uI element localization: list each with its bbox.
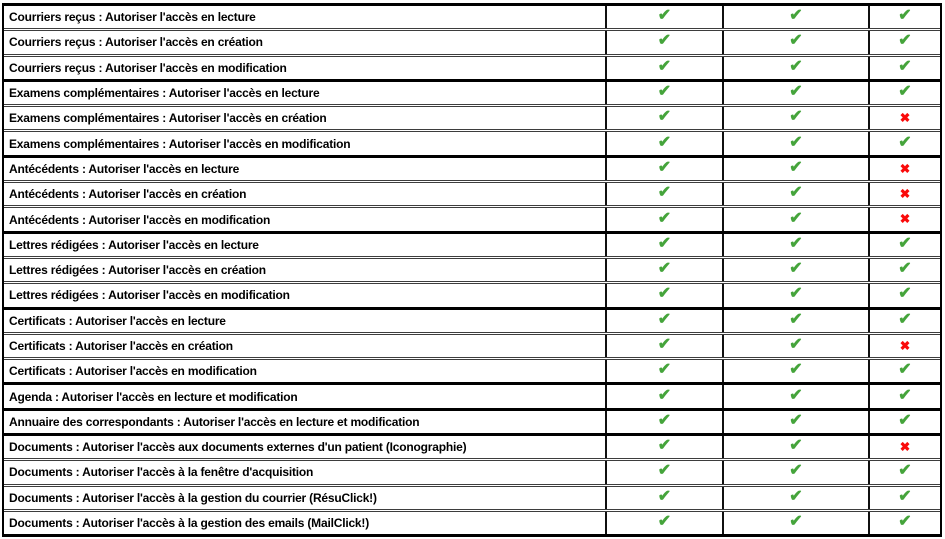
mark-cell-col2[interactable] <box>722 385 868 407</box>
mark-cell-col3[interactable] <box>868 82 940 104</box>
check-icon: ✔ <box>898 411 912 429</box>
check-icon: ✔ <box>657 361 672 379</box>
permission-group-certificats <box>4 310 940 386</box>
mark-cell-col2[interactable] <box>722 461 868 483</box>
check-icon: ✔ <box>898 57 912 75</box>
mark-cell-col2[interactable] <box>722 360 868 382</box>
mark-cell-col1[interactable] <box>605 512 722 534</box>
permission-label: Courriers reçus : Autoriser l'accès en lecture <box>9 10 256 25</box>
check-icon: ✔ <box>898 361 912 379</box>
check-icon: ✔ <box>789 158 803 176</box>
mark-cell-col1[interactable] <box>605 183 722 205</box>
check-icon: ✔ <box>657 184 672 202</box>
mark-cell-col3[interactable] <box>868 487 940 509</box>
check-icon: ✔ <box>657 487 672 505</box>
table-row <box>4 310 940 335</box>
permission-label: Lettres rédigées : Autoriser l'accès en création <box>9 263 266 278</box>
table-row <box>4 82 940 107</box>
cross-icon: ✖ <box>899 111 911 126</box>
mark-cell-col1[interactable] <box>605 385 722 407</box>
check-icon: ✔ <box>789 83 803 101</box>
mark-cell-col2[interactable] <box>722 335 868 357</box>
mark-cell-col3[interactable] <box>868 284 940 306</box>
permission-label: Documents : Autoriser l'accès à la gestion des emails (MailClick!) <box>9 516 369 531</box>
check-icon: ✔ <box>789 310 803 328</box>
table-row <box>4 208 940 230</box>
check-icon: ✔ <box>657 158 672 176</box>
cross-icon: ✖ <box>899 439 911 454</box>
mark-cell-col3[interactable] <box>868 310 940 332</box>
mark-cell-col3[interactable] <box>868 132 940 154</box>
mark-cell-col1[interactable] <box>605 208 722 230</box>
table-row <box>4 132 940 154</box>
check-icon: ✔ <box>898 32 912 50</box>
check-icon: ✔ <box>657 462 672 480</box>
check-icon: ✔ <box>789 234 803 252</box>
mark-cell-col3[interactable] <box>868 183 940 205</box>
check-icon: ✔ <box>657 285 672 303</box>
permission-label: Antécédents : Autoriser l'accès en modification <box>9 212 271 227</box>
mark-cell-col3[interactable] <box>868 259 940 281</box>
mark-cell-col2[interactable] <box>722 107 868 129</box>
table-row <box>4 512 940 534</box>
mark-cell-col2[interactable] <box>722 259 868 281</box>
permission-label: Documents : Autoriser l'accès aux documents externes d'un patient (Iconographie) <box>9 440 467 455</box>
mark-cell-col1[interactable] <box>605 436 722 458</box>
check-icon: ✔ <box>898 487 912 505</box>
check-icon: ✔ <box>657 83 672 101</box>
check-icon: ✔ <box>789 133 803 151</box>
cross-icon: ✖ <box>899 338 911 353</box>
permission-group-antecedents <box>4 158 940 234</box>
mark-cell-col1[interactable] <box>605 310 722 332</box>
check-icon: ✔ <box>789 32 803 50</box>
table-row <box>4 487 940 512</box>
check-icon: ✔ <box>898 513 912 531</box>
mark-cell-col3[interactable] <box>868 411 940 433</box>
mark-cell-col3[interactable] <box>868 234 940 256</box>
mark-cell-col3[interactable] <box>868 31 940 53</box>
mark-cell-col3[interactable] <box>868 158 940 180</box>
mark-cell-col3[interactable] <box>868 208 940 230</box>
check-icon: ✔ <box>898 234 912 252</box>
mark-cell-col2[interactable] <box>722 31 868 53</box>
check-icon: ✔ <box>789 411 803 429</box>
permission-label: Lettres rédigées : Autoriser l'accès en modification <box>9 288 290 303</box>
check-icon: ✔ <box>657 209 672 227</box>
permission-group-agenda <box>4 385 940 410</box>
mark-cell-col2[interactable] <box>722 512 868 534</box>
permission-label: Antécédents : Autoriser l'accès en création <box>9 187 247 202</box>
mark-cell-col2[interactable] <box>722 310 868 332</box>
check-icon: ✔ <box>657 386 672 404</box>
table-row <box>4 31 940 56</box>
permission-label: Courriers reçus : Autoriser l'accès en création <box>9 35 263 50</box>
mark-cell-col1[interactable] <box>605 335 722 357</box>
permissions-table <box>2 3 942 537</box>
mark-cell-col3[interactable] <box>868 512 940 534</box>
table-row <box>4 436 940 461</box>
table-row <box>4 335 940 360</box>
permission-group-examens-complementaires <box>4 82 940 158</box>
mark-cell-col3[interactable] <box>868 107 940 129</box>
mark-cell-col2[interactable] <box>722 436 868 458</box>
permission-label: Examens complémentaires : Autoriser l'accès en création <box>9 111 327 126</box>
table-row <box>4 158 940 183</box>
check-icon: ✔ <box>898 7 912 25</box>
table-row <box>4 385 940 407</box>
mark-cell-col2[interactable] <box>722 158 868 180</box>
mark-cell-col3[interactable] <box>868 335 940 357</box>
permission-group-annuaire-des-correspondants <box>4 411 940 436</box>
check-icon: ✔ <box>789 7 803 25</box>
check-icon: ✔ <box>657 260 672 278</box>
check-icon: ✔ <box>657 411 672 429</box>
permission-label: Annuaire des correspondants : Autoriser l'accès en lecture et modification <box>9 414 420 429</box>
permission-label: Courriers reçus : Autoriser l'accès en modification <box>9 60 287 75</box>
table-row <box>4 259 940 284</box>
check-icon: ✔ <box>789 487 803 505</box>
mark-cell-col2[interactable] <box>722 284 868 306</box>
check-icon: ✔ <box>789 437 803 455</box>
mark-cell-col2[interactable] <box>722 183 868 205</box>
mark-cell-col1[interactable] <box>605 31 722 53</box>
check-icon: ✔ <box>789 184 803 202</box>
cross-icon: ✖ <box>899 161 911 176</box>
permission-label: Antécédents : Autoriser l'accès en lecture <box>9 161 240 176</box>
mark-cell-col1[interactable] <box>605 461 722 483</box>
mark-cell-col3[interactable] <box>868 461 940 483</box>
permission-label: Agenda : Autoriser l'accès en lecture et modification <box>9 389 298 404</box>
mark-cell-col2[interactable] <box>722 208 868 230</box>
permission-group-documents <box>4 436 940 534</box>
check-icon: ✔ <box>898 310 912 328</box>
check-icon: ✔ <box>789 361 803 379</box>
check-icon: ✔ <box>789 285 803 303</box>
check-icon: ✔ <box>789 108 803 126</box>
table-row <box>4 57 940 79</box>
check-icon: ✔ <box>898 386 912 404</box>
check-icon: ✔ <box>657 57 672 75</box>
check-icon: ✔ <box>657 437 672 455</box>
permission-label: Documents : Autoriser l'accès à la fenêtre d'acquisition <box>9 465 314 480</box>
cross-icon: ✖ <box>899 212 911 227</box>
mark-cell-col3[interactable] <box>868 360 940 382</box>
check-icon: ✔ <box>789 260 803 278</box>
permission-label: Lettres rédigées : Autoriser l'accès en lecture <box>9 237 259 252</box>
cross-icon: ✖ <box>899 186 911 201</box>
check-icon: ✔ <box>657 32 672 50</box>
check-icon: ✔ <box>789 336 803 353</box>
mark-cell-col1[interactable] <box>605 487 722 509</box>
mark-cell-col2[interactable] <box>722 57 868 79</box>
mark-cell-col1[interactable] <box>605 411 722 433</box>
check-icon: ✔ <box>657 133 672 151</box>
check-icon: ✔ <box>657 310 672 328</box>
mark-cell-col2[interactable] <box>722 234 868 256</box>
check-icon: ✔ <box>898 133 912 151</box>
permission-group-courriers-recus <box>4 6 940 82</box>
mark-cell-col1[interactable] <box>605 234 722 256</box>
mark-cell-col1[interactable] <box>605 82 722 104</box>
check-icon: ✔ <box>789 462 803 480</box>
mark-cell-col2[interactable] <box>722 6 868 28</box>
table-row <box>4 461 940 486</box>
check-icon: ✔ <box>898 462 912 480</box>
mark-cell-col1[interactable] <box>605 360 722 382</box>
table-row <box>4 183 940 208</box>
permission-group-lettres-redigees <box>4 234 940 310</box>
table-row <box>4 284 940 306</box>
mark-cell-col1[interactable] <box>605 259 722 281</box>
check-icon: ✔ <box>789 209 803 227</box>
mark-cell-col2[interactable] <box>722 82 868 104</box>
check-icon: ✔ <box>657 234 672 252</box>
check-icon: ✔ <box>789 386 803 404</box>
check-icon: ✔ <box>789 513 803 531</box>
mark-cell-col1[interactable] <box>605 284 722 306</box>
mark-cell-col1[interactable] <box>605 158 722 180</box>
mark-cell-col3[interactable] <box>868 385 940 407</box>
permission-label: Certificats : Autoriser l'accès en modification <box>9 364 257 379</box>
mark-cell-col2[interactable] <box>722 132 868 154</box>
check-icon: ✔ <box>789 57 803 75</box>
table-row <box>4 234 940 259</box>
mark-cell-col1[interactable] <box>605 6 722 28</box>
mark-cell-col3[interactable] <box>868 6 940 28</box>
permission-label: Documents : Autoriser l'accès à la gestion du courrier (RésuClick!) <box>9 490 377 505</box>
mark-cell-col2[interactable] <box>722 487 868 509</box>
mark-cell-col3[interactable] <box>868 436 940 458</box>
mark-cell-col1[interactable] <box>605 57 722 79</box>
mark-cell-col3[interactable] <box>868 57 940 79</box>
check-icon: ✔ <box>657 7 672 25</box>
check-icon: ✔ <box>898 83 912 101</box>
check-icon: ✔ <box>657 336 672 353</box>
mark-cell-col2[interactable] <box>722 411 868 433</box>
permission-label: Certificats : Autoriser l'accès en lecture <box>9 313 226 328</box>
check-icon: ✔ <box>898 260 912 278</box>
table-row <box>4 411 940 433</box>
permission-label: Examens complémentaires : Autoriser l'accès en lecture <box>9 86 320 101</box>
mark-cell-col1[interactable] <box>605 107 722 129</box>
check-icon: ✔ <box>657 108 672 126</box>
permission-label: Examens complémentaires : Autoriser l'accès en modification <box>9 136 351 151</box>
table-row <box>4 6 940 31</box>
check-icon: ✔ <box>657 513 672 531</box>
table-row <box>4 360 940 382</box>
check-icon: ✔ <box>898 285 912 303</box>
mark-cell-col1[interactable] <box>605 132 722 154</box>
permission-label: Certificats : Autoriser l'accès en création <box>9 339 233 353</box>
table-row <box>4 107 940 132</box>
